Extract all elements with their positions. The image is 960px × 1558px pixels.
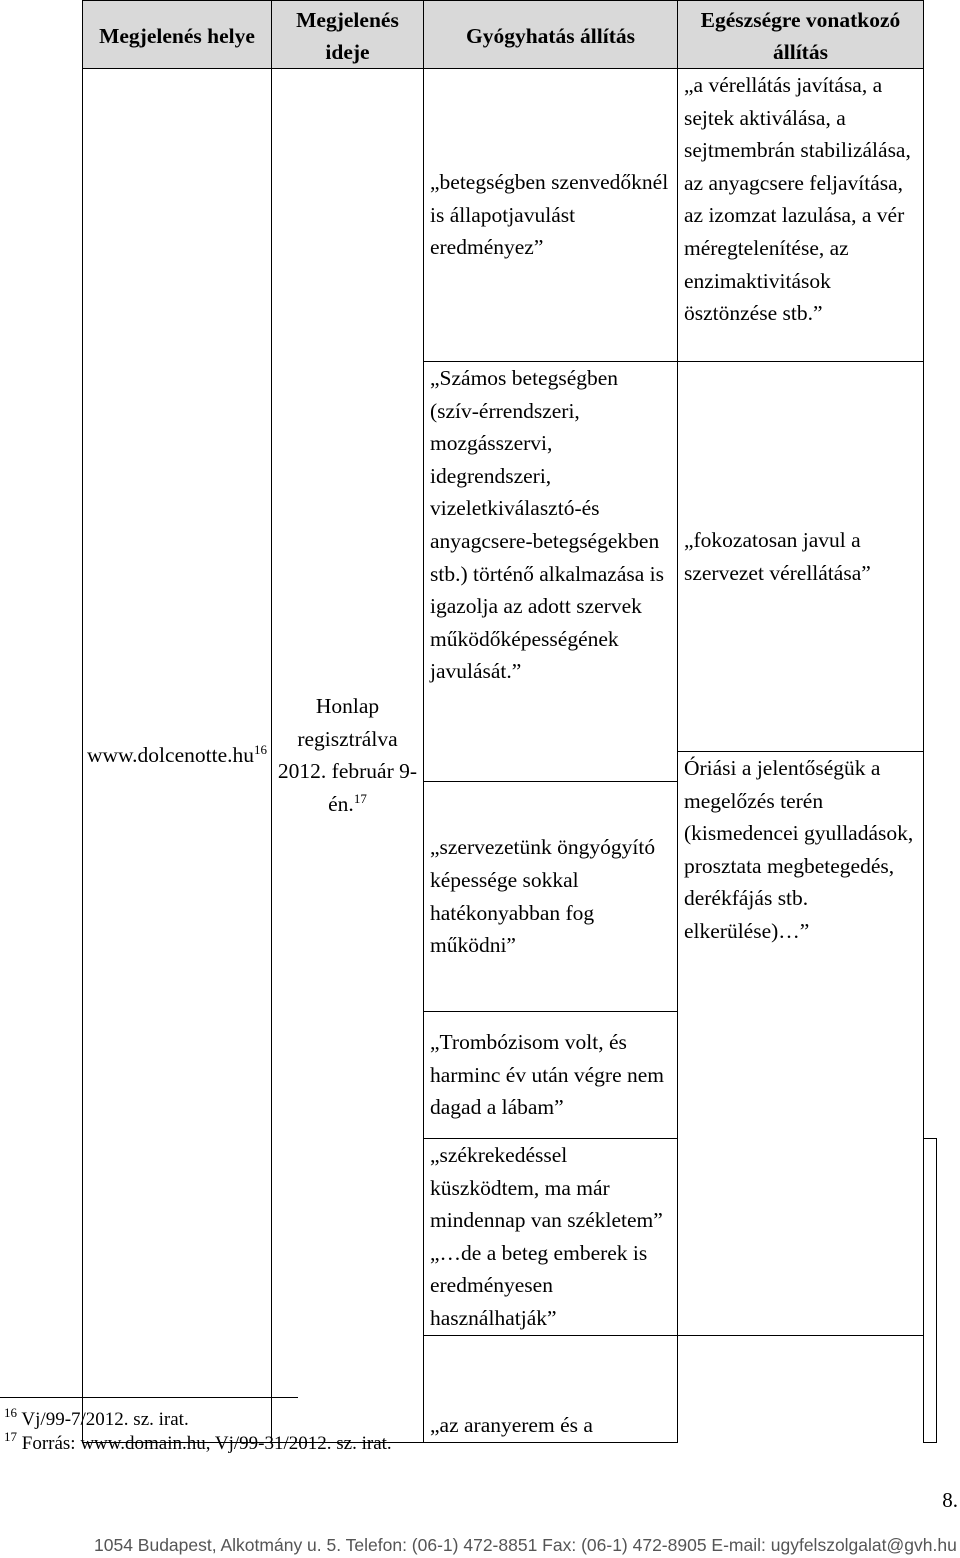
health-claim-cell: „szervezetünk öngyógyító képessége sokkal hatékonyabban fog működni” (423, 782, 677, 1012)
footnote-17 (4, 1429, 392, 1455)
health-claim-text: „…de a beteg emberek is eredményesen használhatják” (429, 1240, 648, 1330)
footnote-16 (4, 1405, 189, 1431)
footer-address: 1054 Budapest, Alkotmány u. 5. Telefon: (06-1) 472-8851 Fax: (06-1) 472-8905 E-mail: ugyfelszolgalat@gvh.hu (94, 1535, 957, 1555)
footnote-ref-16: 16 (253, 741, 267, 757)
health-claim-cell: „betegségben szenvedőknél is állapotjavulást eredményez” (423, 69, 677, 362)
footnote-number: 17 (4, 1429, 17, 1444)
footnote-ref-17: 17 (353, 790, 367, 806)
footnote-divider (0, 1397, 298, 1398)
footnote-text: Forrás: www.domain.hu, Vj/99-31/2012. sz. irat. (21, 1433, 392, 1454)
header-time: Megjelenés ideje (271, 1, 423, 69)
health-claim-cell: „Számos betegségben (szív-érrendszeri, mozgásszervi, idegrendszeri, vizeletkiválasztó-és anyagcsere-betegségekben stb.) történő alkalmazása is igazolja az adott szervek működőképességének javulását.” (423, 362, 677, 782)
table-row (83, 69, 937, 362)
footnote-text: Vj/99-7/2012. sz. irat. (21, 1409, 189, 1430)
publication-place-cell (83, 69, 272, 1443)
health-claim-cell (423, 1139, 677, 1336)
header-row (83, 1, 937, 69)
page-number: 8. (942, 1488, 958, 1512)
header-health-statement: Egészségre vonatkozó állítás (677, 1, 923, 69)
footnote-number: 16 (4, 1405, 17, 1420)
publication-place: www.dolcenotte.hu (87, 742, 254, 767)
health-statement-cell (923, 1139, 936, 1443)
header-place: Megjelenés helye (83, 1, 272, 69)
health-claim-cell (423, 1335, 677, 1442)
health-claim-cell: „Trombózisom volt, és harminc év után végre nem dagad a lábam” (423, 1012, 677, 1139)
health-statement-cell: „fokozatosan javul a szervezet vérellátása” (677, 362, 923, 752)
health-claim-text: „székrekedéssel küszködtem, ma már mindennap van székletem” (429, 1143, 663, 1233)
publication-time-cell (271, 69, 423, 1443)
header-health-claim: Gyógyhatás állítás (423, 1, 677, 69)
health-claim-text: „az aranyerem és a (429, 1412, 593, 1437)
health-statement-cell: „a vérellátás javítása, a sejtek aktiválása, a sejtmembrán stabilizálása, az anyagcsere feljavítása, az izomzat lazulása, a vér méregtelenítése, az enzimaktivitások ösztönzése stb.” (677, 69, 923, 362)
publication-time: Honlap regisztrálva 2012. február 9-én. (277, 694, 418, 816)
claims-table (82, 0, 937, 1443)
health-statement-cell: Óriási a jelentőségük a megelőzés terén (kismedencei gyulladások, prosztata megbetegedés, derékfájás stb. elkerülése)…” (677, 752, 923, 1336)
